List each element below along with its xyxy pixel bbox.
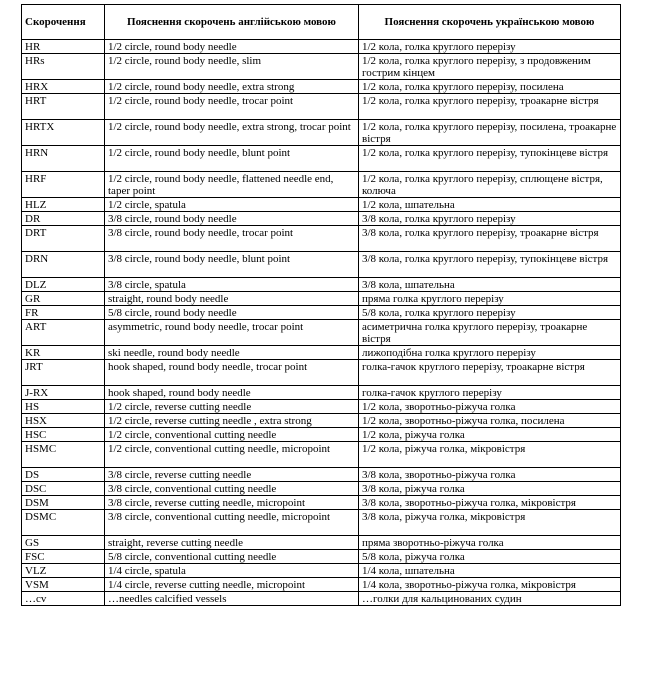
cell-ukrainian: 3/8 кола, зворотньо-ріжуча голка, мікровістря [359, 496, 621, 510]
table-row [22, 292, 621, 306]
cell-abbreviation: HRF [22, 172, 105, 198]
cell-abbreviation: DRN [22, 252, 105, 278]
cell-english: 3/8 circle, conventional cutting needle [105, 482, 359, 496]
cell-ukrainian: 1/2 кола, голка круглого перерізу, з продовженим гострим кінцем [359, 54, 621, 80]
cell-english: 1/2 circle, round body needle, trocar point [105, 94, 359, 120]
cell-abbreviation: HSX [22, 414, 105, 428]
table-row [22, 414, 621, 428]
table-row [22, 428, 621, 442]
cell-english: 1/2 circle, spatula [105, 198, 359, 212]
cell-english: 1/2 circle, round body needle [105, 40, 359, 54]
cell-english: 1/4 circle, reverse cutting needle, micropoint [105, 578, 359, 592]
cell-english: 3/8 circle, reverse cutting needle [105, 468, 359, 482]
table-row [22, 578, 621, 592]
table-row [22, 80, 621, 94]
table-row [22, 482, 621, 496]
table-row [22, 550, 621, 564]
table-row [22, 360, 621, 386]
cell-english: 1/4 circle, spatula [105, 564, 359, 578]
cell-abbreviation: HSMC [22, 442, 105, 468]
cell-ukrainian: 3/8 кола, голка круглого перерізу [359, 212, 621, 226]
cell-abbreviation: …cv [22, 592, 105, 606]
cell-english: 1/2 circle, round body needle, flattened needle end, taper point [105, 172, 359, 198]
cell-ukrainian: 3/8 кола, ріжуча голка, мікровістря [359, 510, 621, 536]
cell-ukrainian: 1/2 кола, зворотньо-ріжуча голка [359, 400, 621, 414]
cell-english: 3/8 circle, conventional cutting needle, micropoint [105, 510, 359, 536]
cell-abbreviation: GS [22, 536, 105, 550]
cell-abbreviation: HRX [22, 80, 105, 94]
cell-abbreviation: DSC [22, 482, 105, 496]
cell-abbreviation: JRT [22, 360, 105, 386]
cell-abbreviation: HRT [22, 94, 105, 120]
cell-english: 1/2 circle, round body needle, extra strong [105, 80, 359, 94]
cell-english: 3/8 circle, reverse cutting needle, micropoint [105, 496, 359, 510]
cell-english: 3/8 circle, round body needle, blunt point [105, 252, 359, 278]
table-row [22, 510, 621, 536]
cell-ukrainian: 1/2 кола, голка круглого перерізу, посилена [359, 80, 621, 94]
cell-abbreviation: DS [22, 468, 105, 482]
cell-ukrainian: 1/2 кола, голка круглого перерізу, тупокінцеве вістря [359, 146, 621, 172]
table-row [22, 564, 621, 578]
cell-abbreviation: DRT [22, 226, 105, 252]
cell-abbreviation: J-RX [22, 386, 105, 400]
cell-abbreviation: DSM [22, 496, 105, 510]
table-header-row [22, 5, 621, 40]
table-row [22, 386, 621, 400]
cell-english: 1/2 circle, reverse cutting needle [105, 400, 359, 414]
table-row [22, 172, 621, 198]
table-row [22, 54, 621, 80]
cell-ukrainian: 1/2 кола, голка круглого перерізу, посилена, троакарне вістря [359, 120, 621, 146]
cell-abbreviation: KR [22, 346, 105, 360]
table-row [22, 198, 621, 212]
cell-ukrainian: 3/8 кола, шпательна [359, 278, 621, 292]
cell-abbreviation: HR [22, 40, 105, 54]
cell-english: 3/8 circle, round body needle [105, 212, 359, 226]
cell-abbreviation: HRs [22, 54, 105, 80]
table-row [22, 442, 621, 468]
cell-english: hook shaped, round body needle [105, 386, 359, 400]
table-row [22, 212, 621, 226]
cell-abbreviation: ART [22, 320, 105, 346]
cell-ukrainian: 5/8 кола, ріжуча голка [359, 550, 621, 564]
cell-abbreviation: VSM [22, 578, 105, 592]
cell-english: 1/2 circle, conventional cutting needle, micropoint [105, 442, 359, 468]
cell-english: 1/2 circle, conventional cutting needle [105, 428, 359, 442]
cell-english: straight, round body needle [105, 292, 359, 306]
cell-abbreviation: FSC [22, 550, 105, 564]
cell-ukrainian: лижоподібна голка круглого перерізу [359, 346, 621, 360]
cell-ukrainian: 3/8 кола, голка круглого перерізу, троакарне вістря [359, 226, 621, 252]
cell-abbreviation: HRTX [22, 120, 105, 146]
table-row [22, 40, 621, 54]
cell-english: 5/8 circle, round body needle [105, 306, 359, 320]
cell-ukrainian: 1/2 кола, голка круглого перерізу [359, 40, 621, 54]
cell-english: 1/2 circle, round body needle, slim [105, 54, 359, 80]
cell-english: ski needle, round body needle [105, 346, 359, 360]
cell-ukrainian: голка-гачок круглого перерізу [359, 386, 621, 400]
table-row [22, 146, 621, 172]
table-body [22, 40, 621, 606]
cell-ukrainian: 5/8 кола, голка круглого перерізу [359, 306, 621, 320]
header-abbreviation: Скорочення [22, 5, 105, 40]
cell-ukrainian: 3/8 кола, зворотньо-ріжуча голка [359, 468, 621, 482]
cell-ukrainian: 1/2 кола, ріжуча голка [359, 428, 621, 442]
table-row [22, 320, 621, 346]
cell-ukrainian: асиметрична голка круглого перерізу, троакарне вістря [359, 320, 621, 346]
cell-english: 1/2 circle, reverse cutting needle , extra strong [105, 414, 359, 428]
cell-ukrainian: 3/8 кола, ріжуча голка [359, 482, 621, 496]
table-row [22, 592, 621, 606]
cell-abbreviation: DSMC [22, 510, 105, 536]
cell-ukrainian: 1/2 кола, зворотньо-ріжуча голка, посилена [359, 414, 621, 428]
table-row [22, 226, 621, 252]
table-row [22, 306, 621, 320]
cell-english: 3/8 circle, round body needle, trocar point [105, 226, 359, 252]
cell-english: 1/2 circle, round body needle, blunt point [105, 146, 359, 172]
table-row [22, 468, 621, 482]
table-row [22, 252, 621, 278]
cell-abbreviation: DLZ [22, 278, 105, 292]
table-row [22, 120, 621, 146]
cell-english: 3/8 circle, spatula [105, 278, 359, 292]
cell-english: hook shaped, round body needle, trocar point [105, 360, 359, 386]
table-row [22, 94, 621, 120]
cell-english: …needles calcified vessels [105, 592, 359, 606]
table-row [22, 496, 621, 510]
cell-english: straight, reverse cutting needle [105, 536, 359, 550]
cell-ukrainian: 1/4 кола, шпательна [359, 564, 621, 578]
cell-ukrainian: 1/2 кола, ріжуча голка, мікровістря [359, 442, 621, 468]
cell-english: asymmetric, round body needle, trocar point [105, 320, 359, 346]
cell-abbreviation: VLZ [22, 564, 105, 578]
cell-abbreviation: DR [22, 212, 105, 226]
cell-abbreviation: GR [22, 292, 105, 306]
cell-ukrainian: голка-гачок круглого перерізу, троакарне вістря [359, 360, 621, 386]
header-english-explanation: Пояснення скорочень англійською мовою [105, 5, 359, 40]
cell-abbreviation: FR [22, 306, 105, 320]
cell-abbreviation: HS [22, 400, 105, 414]
table-row [22, 346, 621, 360]
cell-abbreviation: HLZ [22, 198, 105, 212]
table-row [22, 400, 621, 414]
cell-ukrainian: пряма голка круглого перерізу [359, 292, 621, 306]
header-ukrainian-explanation: Пояснення скорочень українською мовою [359, 5, 621, 40]
cell-ukrainian: 1/2 кола, шпательна [359, 198, 621, 212]
cell-ukrainian: …голки для кальцинованих судин [359, 592, 621, 606]
cell-ukrainian: пряма зворотньо-ріжуча голка [359, 536, 621, 550]
table-row [22, 278, 621, 292]
cell-ukrainian: 1/2 кола, голка круглого перерізу, троакарне вістря [359, 94, 621, 120]
table-row [22, 536, 621, 550]
cell-ukrainian: 3/8 кола, голка круглого перерізу, тупокінцеве вістря [359, 252, 621, 278]
cell-english: 5/8 circle, conventional cutting needle [105, 550, 359, 564]
cell-abbreviation: HRN [22, 146, 105, 172]
cell-ukrainian: 1/2 кола, голка круглого перерізу, сплющене вістря, колюча [359, 172, 621, 198]
cell-ukrainian: 1/4 кола, зворотньо-ріжуча голка, мікровістря [359, 578, 621, 592]
cell-abbreviation: HSC [22, 428, 105, 442]
cell-english: 1/2 circle, round body needle, extra strong, trocar point [105, 120, 359, 146]
abbreviations-table [21, 4, 621, 606]
